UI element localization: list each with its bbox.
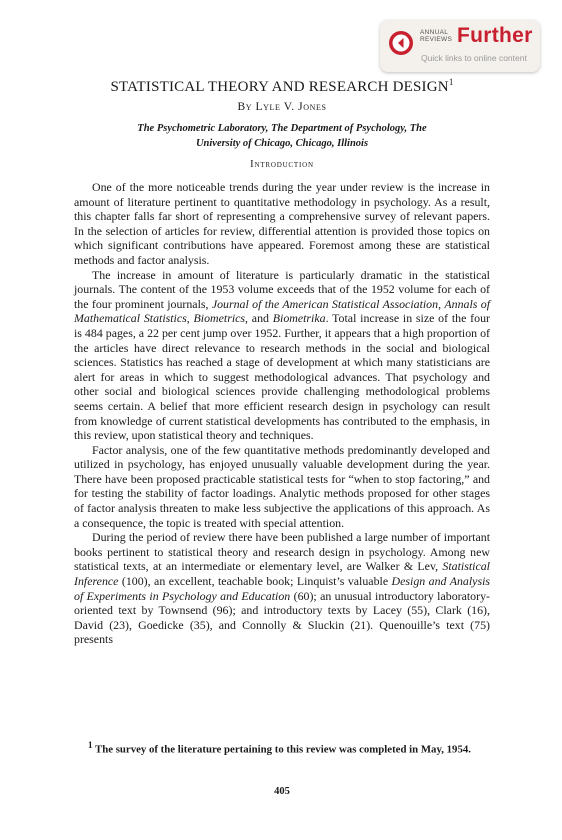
paragraph-4-text-d: (60); an unusual introductory laboratory-oriented text by Townsend (96); and introductory texts by Lacey (55), Clark (16), David (23), Goedicke (35), and Connolly & Sluckin (21). Quenouille’s text (75) presents [74,588,490,647]
affiliation-line-1: The Psychometric Laboratory, The Department of Psychology, The [137,123,427,134]
badge-further-title: Further [457,24,533,47]
sep-3: , and [245,311,273,326]
badge-subtitle-link[interactable]: Quick links to online content [421,53,527,63]
book-design-and-analysis: Design and Analysis of Experiments in Psychology and Education [74,574,491,603]
book-statistical-inference: Statistical Inference [74,559,490,589]
paragraph-2 [74,268,490,443]
paragraph-4-text-c: (100), an excellent, teachable book; Linquist’s valuable [118,574,392,589]
journal-annals: Annals of Mathematical Statistics [74,296,490,326]
footnote-text: The survey of the literature pertaining to this review was completed in May, 1954. [92,743,471,756]
sep-1: , [438,296,445,311]
journal-biometrics: Biometrics [193,311,246,326]
badge-reviews-label: REVIEWS [420,36,453,43]
article-author: By Lyle V. Jones [237,101,327,113]
journal-jasa: Journal of the American Statistical Association [211,296,439,311]
paragraph-2-text-a: The increase in amount of literature is particularly dramatic in the statistical journals. The content of the 1953 volume exceeds that of the 1952 volume for each of the four prominent journals, [74,267,490,311]
article-title [74,77,490,96]
article-body [74,180,490,647]
annual-reviews-logo-icon [388,30,414,56]
paragraph-4-text-a: During the period of review there have been published a large number of important books pertinent to statistical theory and research design in psychology. Among new statistical texts, at an intermediate or elementary level, are Walker & Lev, [74,530,490,574]
annual-reviews-further-badge[interactable] [380,20,540,72]
affiliation-line-2: University of Chicago, Chicago, Illinois [195,138,369,149]
section-heading: Introduction [250,159,314,170]
article-affiliation [74,121,490,151]
footnote [74,738,490,757]
paragraph-3: Factor analysis, one of the few quantitative methods predominantly developed and utilized in psychology, has enjoyed unusually valuable development during the year. There have been proposed practicable statistical tests for “when to stop factoring,” and for testing the stability of factor loadings. Analytic methods proposed for other stages of factor analysis threaten to make less subjective the applications of this approach. As a consequence, the topic is treated with special attention. [74,442,490,530]
footnote-paragraph [74,738,490,757]
paragraph-4 [74,530,490,647]
sep-2: , [186,311,194,326]
page-number: 405 [274,786,290,797]
paragraph-2-text-b: . Total increase in size of the four is 484 pages, a 22 per cent jump over 1952. Further, it appears that a high proportion of the articles have direct relevance to research methods in the social and biological sciences. Statistics has reached a stage of development at which many statisticians are alert for areas in which to suggest methodological advances. That psychology and other social and biological sciences provide challenging methodological problems seems certain. A belief that more efficient research design in psychology can result from knowledge of current statistical developments has contributed to the emphasis, in this review, upon statistical theory and techniques. [74,311,490,443]
footnote-mark: 1 [88,740,93,750]
journal-biometrika: Biometrika [272,311,326,326]
title-footnote-mark[interactable]: 1 [448,77,454,87]
badge-annual-label: ANNUAL [420,29,449,36]
badge-small-text [420,29,452,43]
article-title-text: STATISTICAL THEORY AND RESEARCH DESIGN [110,79,449,95]
paragraph-1: One of the more noticeable trends during the year under review is the increase in amount of literature pertinent to quantitative methodology in psychology. As a result, this chapter falls far short of representing a comprehensive survey of relevant papers. In the selection of articles for review, differential attention is provided those topics on which significant contributions have appeared. Foremost among these are statistical methods and factor analysis. [74,180,490,267]
